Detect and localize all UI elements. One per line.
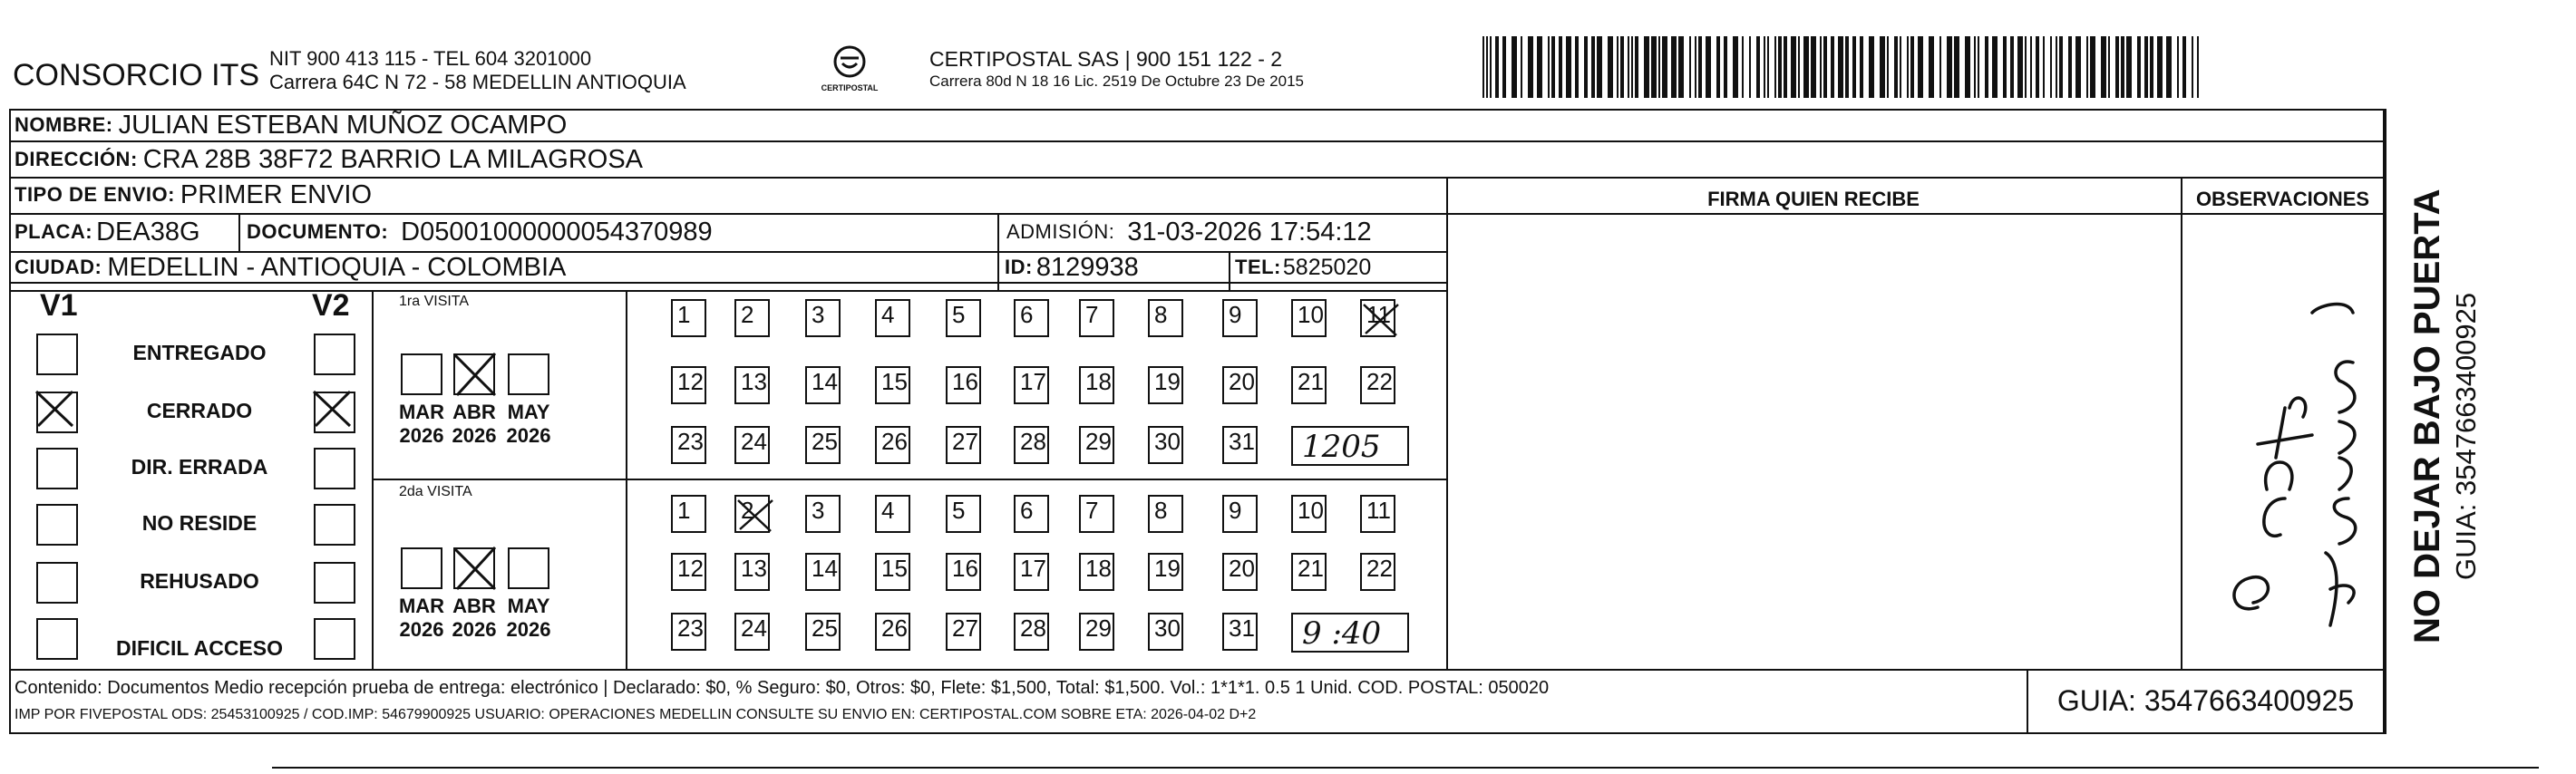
nombre-value: JULIAN ESTEBAN MUÑOZ OCAMPO bbox=[118, 110, 568, 140]
visit2-month-checkbox[interactable] bbox=[401, 547, 442, 589]
visit2-day-box[interactable]: 16 bbox=[946, 553, 981, 591]
bottom-cut-line bbox=[272, 767, 2539, 769]
direccion-label: DIRECCIÓN: bbox=[15, 148, 138, 170]
tel-row bbox=[1235, 253, 1371, 282]
visit1-day-box[interactable]: 17 bbox=[1014, 366, 1049, 404]
visit2-day-box[interactable]: 5 bbox=[946, 495, 981, 533]
certipostal-logo bbox=[812, 44, 887, 100]
status-option-label: REHUSADO bbox=[140, 569, 259, 593]
v1-checkbox[interactable] bbox=[36, 562, 78, 604]
v1-checkbox[interactable] bbox=[36, 504, 78, 546]
tel-label: TEL: bbox=[1235, 256, 1281, 278]
visit1-day-box[interactable]: 18 bbox=[1079, 366, 1114, 404]
v2-checkbox[interactable] bbox=[314, 448, 355, 489]
visit1-day-box[interactable]: 30 bbox=[1148, 426, 1183, 464]
admision-label: ADMISIÓN: bbox=[1006, 220, 1115, 243]
v1-checkbox[interactable] bbox=[36, 448, 78, 489]
visit2-day-box[interactable]: 23 bbox=[671, 613, 706, 651]
visit1-day-box[interactable]: 11 bbox=[1360, 299, 1395, 337]
visit2-title: 2da VISITA bbox=[399, 484, 472, 499]
v2-checkbox[interactable] bbox=[314, 334, 355, 375]
visit2-month-label: ABR 2026 bbox=[452, 595, 497, 641]
visit2-day-box[interactable]: 20 bbox=[1222, 553, 1258, 591]
sender-nit: NIT 900 413 115 - TEL 604 3201000 bbox=[269, 47, 592, 70]
v2-checkbox[interactable] bbox=[314, 618, 355, 660]
side-guia: GUIA: 3547663400925 bbox=[2450, 292, 2482, 580]
visit1-day-box[interactable]: 20 bbox=[1222, 366, 1258, 404]
documento-value: D05001000000054370989 bbox=[401, 217, 713, 247]
observaciones-label: OBSERVACIONES bbox=[2195, 188, 2370, 210]
placa-value: DEA38G bbox=[96, 217, 200, 247]
visit2-day-box[interactable]: 13 bbox=[734, 553, 770, 591]
visit2-day-box[interactable]: 15 bbox=[875, 553, 910, 591]
visit2-month-label: MAR 2026 bbox=[398, 595, 445, 641]
visit2-day-box[interactable]: 26 bbox=[875, 613, 910, 651]
visit2-day-box[interactable]: 2 bbox=[734, 495, 770, 533]
documento-row bbox=[247, 215, 713, 249]
visit1-day-box[interactable]: 7 bbox=[1079, 299, 1114, 337]
v2-checkbox[interactable] bbox=[314, 392, 355, 433]
id-value: 8129938 bbox=[1035, 252, 1139, 282]
tel-value: 5825020 bbox=[1282, 254, 1372, 280]
visit1-day-box[interactable]: 12 bbox=[671, 366, 706, 404]
v2-label: V2 bbox=[312, 288, 350, 323]
v2-checkbox[interactable] bbox=[314, 504, 355, 546]
visit1-day-box[interactable]: 3 bbox=[805, 299, 841, 337]
nombre-row bbox=[15, 110, 567, 140]
nombre-label: NOMBRE: bbox=[15, 113, 113, 136]
status-option-label: DIFICIL ACCESO bbox=[115, 636, 283, 660]
visit1-day-box[interactable]: 14 bbox=[805, 366, 841, 404]
sender-address: Carrera 64C N 72 - 58 MEDELLIN ANTIOQUIA bbox=[269, 71, 686, 93]
id-row bbox=[1005, 253, 1139, 282]
visit2-day-box[interactable]: 14 bbox=[805, 553, 841, 591]
documento-label: DOCUMENTO: bbox=[247, 220, 389, 243]
footer-guia: GUIA: 3547663400925 bbox=[2056, 684, 2355, 717]
visit2-day-box[interactable]: 29 bbox=[1079, 613, 1114, 651]
v1-checkbox[interactable] bbox=[36, 618, 78, 660]
visit2-day-box[interactable]: 7 bbox=[1079, 495, 1114, 533]
visit2-day-box[interactable]: 1 bbox=[671, 495, 706, 533]
certipostal-logo-text: CERTIPOSTAL bbox=[821, 83, 879, 92]
visit2-day-box[interactable]: 9 bbox=[1222, 495, 1258, 533]
visit1-day-box[interactable]: 2 bbox=[734, 299, 770, 337]
visit2-month-checkbox[interactable] bbox=[508, 547, 549, 589]
visit2-day-box[interactable]: 19 bbox=[1148, 553, 1183, 591]
courier-name: CERTIPOSTAL SAS | 900 151 122 - 2 bbox=[929, 47, 1283, 71]
observaciones-handwriting bbox=[2203, 227, 2376, 662]
visit1-day-box[interactable]: 28 bbox=[1014, 426, 1049, 464]
visit2-day-box[interactable]: 24 bbox=[734, 613, 770, 651]
visit1-month-checkbox[interactable] bbox=[453, 353, 495, 395]
visit2-day-box[interactable]: 11 bbox=[1360, 495, 1395, 533]
visit2-time-box[interactable] bbox=[1291, 613, 1409, 653]
admision-row bbox=[1006, 215, 1372, 249]
visit1-day-box[interactable]: 21 bbox=[1291, 366, 1327, 404]
visit1-day-box[interactable]: 5 bbox=[946, 299, 981, 337]
v1-checkbox[interactable] bbox=[36, 334, 78, 375]
courier-license: Carrera 80d N 18 16 Lic. 2519 De Octubre 23 De 2015 bbox=[929, 73, 1304, 90]
visit2-day-box[interactable]: 10 bbox=[1291, 495, 1327, 533]
visit2-day-box[interactable]: 30 bbox=[1148, 613, 1183, 651]
visit1-month-checkbox[interactable] bbox=[508, 353, 549, 395]
v1-checkbox[interactable] bbox=[36, 392, 78, 433]
firma-label: FIRMA QUIEN RECIBE bbox=[1707, 188, 1920, 210]
visit1-day-box[interactable]: 29 bbox=[1079, 426, 1114, 464]
visit2-day-box[interactable]: 25 bbox=[805, 613, 841, 651]
side-warning: NO DEJAR BAJO PUERTA bbox=[2407, 189, 2447, 643]
tipo-value: PRIMER ENVIO bbox=[180, 179, 373, 209]
visit1-month-label: MAR 2026 bbox=[398, 401, 445, 447]
visit1-month-checkbox[interactable] bbox=[401, 353, 442, 395]
visit1-day-box[interactable]: 4 bbox=[875, 299, 910, 337]
visit1-day-box[interactable]: 24 bbox=[734, 426, 770, 464]
status-option-label: ENTREGADO bbox=[132, 341, 267, 364]
visit1-day-box[interactable]: 8 bbox=[1148, 299, 1183, 337]
ciudad-label: CIUDAD: bbox=[15, 256, 102, 278]
visit1-time-box[interactable] bbox=[1291, 426, 1409, 466]
barcode bbox=[1482, 36, 2203, 98]
visit1-month-label: ABR 2026 bbox=[452, 401, 497, 447]
visit1-day-box[interactable]: 13 bbox=[734, 366, 770, 404]
direccion-value: CRA 28B 38F72 BARRIO LA MILAGROSA bbox=[142, 144, 644, 174]
visit2-handwritten-time: 9 :40 bbox=[1302, 615, 1382, 652]
visit2-day-box[interactable]: 17 bbox=[1014, 553, 1049, 591]
visit1-day-box[interactable]: 23 bbox=[671, 426, 706, 464]
visit2-month-checkbox[interactable] bbox=[453, 547, 495, 589]
visit2-day-box[interactable]: 27 bbox=[946, 613, 981, 651]
visit1-day-box[interactable]: 16 bbox=[946, 366, 981, 404]
visit2-month-label: MAY 2026 bbox=[506, 595, 551, 641]
v1-label: V1 bbox=[40, 288, 78, 323]
visit1-day-box[interactable]: 22 bbox=[1360, 366, 1395, 404]
tipo-label: TIPO DE ENVIO: bbox=[15, 183, 175, 206]
visit2-day-box[interactable]: 3 bbox=[805, 495, 841, 533]
tipo-row bbox=[15, 179, 372, 211]
visit1-day-box[interactable]: 6 bbox=[1014, 299, 1049, 337]
v2-checkbox[interactable] bbox=[314, 562, 355, 604]
placa-label: PLACA: bbox=[15, 220, 93, 243]
visit2-day-box[interactable]: 18 bbox=[1079, 553, 1114, 591]
ciudad-row bbox=[15, 253, 566, 282]
visit2-day-box[interactable]: 31 bbox=[1222, 613, 1258, 651]
visit1-month-label: MAY 2026 bbox=[506, 401, 551, 447]
admision-value: 31-03-2026 17:54:12 bbox=[1127, 217, 1372, 247]
visit1-handwritten-time: 1205 bbox=[1302, 429, 1381, 465]
visit2-day-box[interactable]: 12 bbox=[671, 553, 706, 591]
visit2-day-box[interactable]: 28 bbox=[1014, 613, 1049, 651]
visit1-day-box[interactable]: 9 bbox=[1222, 299, 1258, 337]
ciudad-value: MEDELLIN - ANTIOQUIA - COLOMBIA bbox=[107, 252, 567, 282]
footer-contenido: Contenido: Documentos Medio recepción prueba de entrega: electrónico | Declarado: $0, % Seguro: $0, Otros: $0, Flete: $1,500, Total: $1,500. Vol.: 1*1*1. 0.5 1 Unid. COD. POSTAL: 050020 bbox=[15, 678, 1550, 698]
visit1-day-box[interactable]: 19 bbox=[1148, 366, 1183, 404]
visit2-day-box[interactable]: 21 bbox=[1291, 553, 1327, 591]
footer-imp: IMP POR FIVEPOSTAL ODS: 25453100925 / COD.IMP: 54679900925 USUARIO: OPERACIONES MEDELLIN CONSULTE SU ENVIO EN: CERTIPOSTAL.COM SOBRE ETA: 2026-04-02 D+2 bbox=[15, 707, 1257, 722]
sender-company: CONSORCIO ITS bbox=[13, 58, 260, 92]
visit1-title: 1ra VISITA bbox=[399, 294, 470, 309]
visit1-day-box[interactable]: 15 bbox=[875, 366, 910, 404]
id-label: ID: bbox=[1005, 256, 1033, 278]
visit1-day-box[interactable]: 27 bbox=[946, 426, 981, 464]
visit2-day-box[interactable]: 22 bbox=[1360, 553, 1395, 591]
visit1-day-box[interactable]: 1 bbox=[671, 299, 706, 337]
visit2-day-box[interactable]: 4 bbox=[875, 495, 910, 533]
placa-row bbox=[15, 215, 200, 249]
visit1-day-box[interactable]: 26 bbox=[875, 426, 910, 464]
visit1-day-box[interactable]: 31 bbox=[1222, 426, 1258, 464]
status-option-label: DIR. ERRADA bbox=[131, 455, 268, 479]
visit1-day-box[interactable]: 25 bbox=[805, 426, 841, 464]
direccion-row bbox=[15, 143, 643, 176]
visit2-day-box[interactable]: 6 bbox=[1014, 495, 1049, 533]
status-option-label: CERRADO bbox=[146, 399, 253, 422]
visit2-day-box[interactable]: 8 bbox=[1148, 495, 1183, 533]
status-option-label: NO RESIDE bbox=[141, 511, 258, 535]
visit1-day-box[interactable]: 10 bbox=[1291, 299, 1327, 337]
